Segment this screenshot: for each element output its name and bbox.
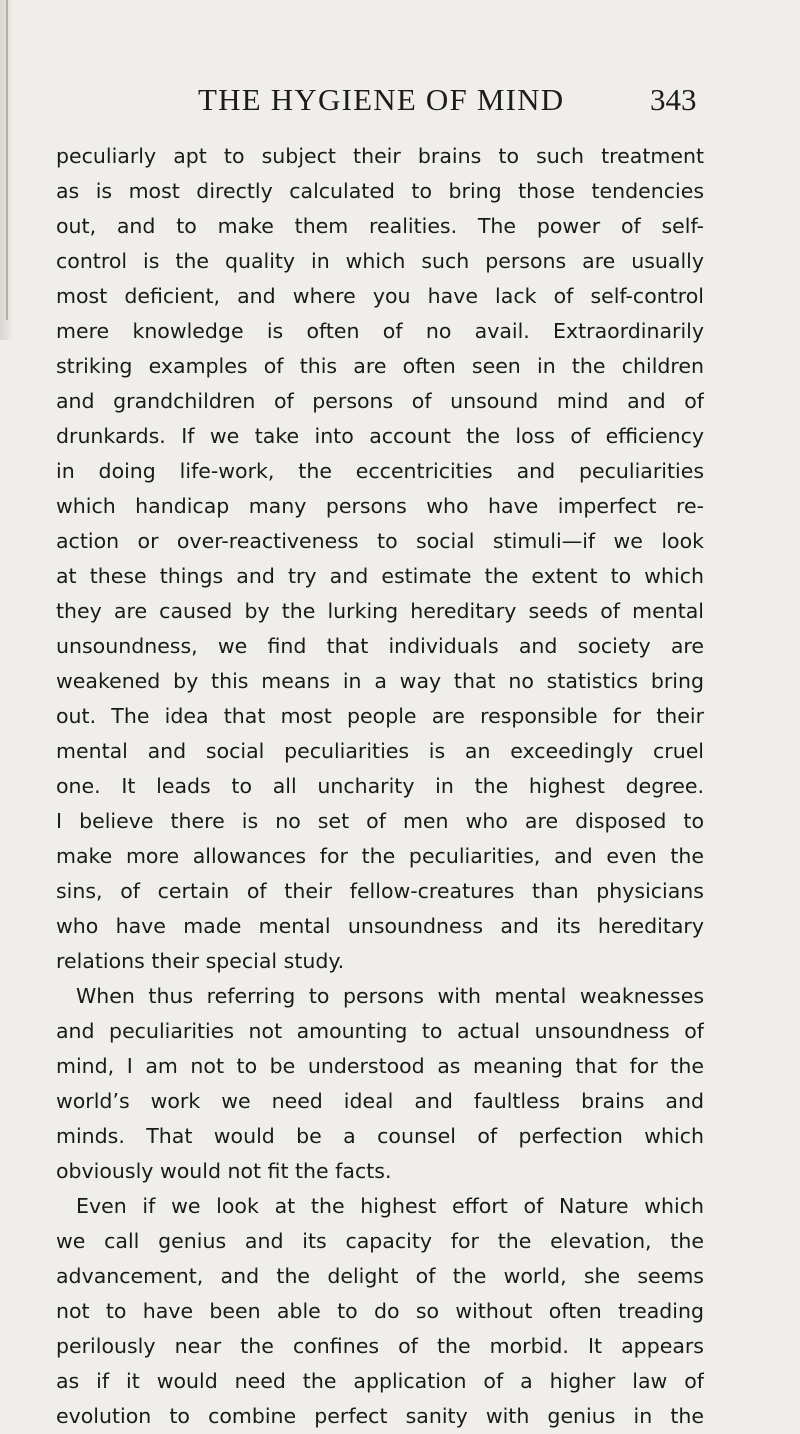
text-line: minds. That would be a counsel of perfection which (56, 1124, 704, 1148)
text-line: weakened by this means in a way that no statistics bring (56, 669, 704, 693)
body-text (56, 139, 704, 1434)
text-line: out, and to make them realities. The power of self- (56, 214, 704, 238)
text-line: one. It leads to all uncharity in the highest degree. (56, 774, 704, 798)
text-line: I believe there is no set of men who are disposed to (56, 809, 704, 833)
text-line: which handicap many persons who have imperfect re- (56, 494, 704, 518)
page-header (0, 82, 800, 122)
text-line: mere knowledge is often of no avail. Extraordinarily (56, 319, 704, 343)
text-line: striking examples of this are often seen in the children (56, 354, 704, 378)
running-title: THE HYGIENE OF MIND (198, 82, 565, 117)
text-line: and peculiarities not amounting to actual unsoundness of (56, 1019, 704, 1043)
text-line: unsoundness, we find that individuals and society are (56, 634, 704, 658)
text-line: evolution to combine perfect sanity with genius in the (56, 1404, 704, 1428)
text-line: When thus referring to persons with mental weaknesses (76, 984, 704, 1008)
text-line: Even if we look at the highest effort of Nature which (76, 1194, 704, 1218)
text-line: out. The idea that most people are responsible for their (56, 704, 704, 728)
text-line: most deficient, and where you have lack of self-control (56, 284, 704, 308)
text-line: make more allowances for the peculiarities, and even the (56, 844, 704, 868)
text-line: action or over-reactiveness to social stimuli—if we look (56, 529, 704, 553)
text-line: and grandchildren of persons of unsound mind and of (56, 389, 704, 413)
text-line: obviously would not fit the facts. (56, 1159, 392, 1183)
text-line: mind, I am not to be understood as meaning that for the (56, 1054, 704, 1078)
text-line: peculiarly apt to subject their brains to such treatment (56, 144, 704, 168)
text-line: sins, of certain of their fellow-creatures than physicians (56, 879, 704, 903)
text-line: we call genius and its capacity for the elevation, the (56, 1229, 704, 1253)
text-line: who have made mental unsoundness and its hereditary (56, 914, 704, 938)
text-line: mental and social peculiarities is an exceedingly cruel (56, 739, 704, 763)
text-line: at these things and try and estimate the extent to which (56, 564, 704, 588)
text-line: not to have been able to do so without often treading (56, 1299, 704, 1323)
page-number: 343 (650, 82, 697, 117)
binding-edge-line (6, 0, 8, 320)
text-line: in doing life-work, the eccentricities and peculiarities (56, 459, 704, 483)
text-line: as if it would need the application of a higher law of (56, 1369, 704, 1393)
text-line: as is most directly calculated to bring those tendencies (56, 179, 704, 203)
text-line: perilously near the confines of the morbid. It appears (56, 1334, 704, 1358)
text-line: relations their special study. (56, 949, 345, 973)
page-gutter-shadow (0, 0, 14, 340)
text-line: world’s work we need ideal and faultless brains and (56, 1089, 704, 1113)
text-line: control is the quality in which such persons are usually (56, 249, 704, 273)
text-line: they are caused by the lurking hereditary seeds of mental (56, 599, 704, 623)
text-line: drunkards. If we take into account the loss of efficiency (56, 424, 704, 448)
text-line: advancement, and the delight of the world, she seems (56, 1264, 704, 1288)
